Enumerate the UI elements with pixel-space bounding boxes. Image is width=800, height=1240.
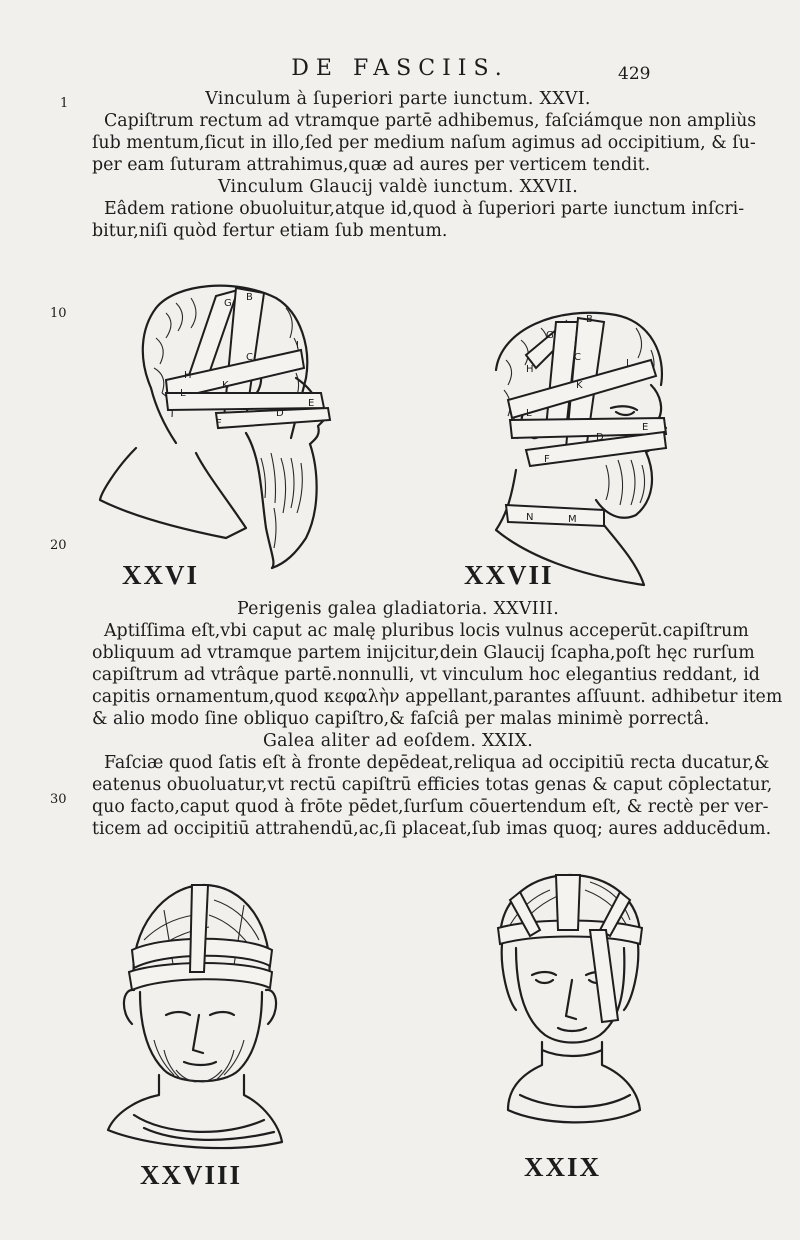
svg-text:B: B	[246, 292, 253, 303]
svg-text:N: N	[526, 512, 534, 523]
svg-text:F: F	[216, 418, 222, 429]
figure-xxvii-bandaged-head	[486, 300, 676, 590]
svg-text:E: E	[642, 422, 649, 433]
text-line: ſub mentum,ſicut in illo,ſed per medium naſum agimus ad occipitium, & ſu-	[92, 133, 756, 153]
figure-caption-xxvi: XXVI	[122, 560, 200, 590]
svg-text:C: C	[246, 352, 253, 363]
text-block-bottom	[92, 598, 783, 840]
text-line: Eâdem ratione obuoluitur,atque id,quod à ſuperiori parte iunctum inſcri-	[104, 199, 745, 219]
line-number-20: 20	[50, 538, 67, 553]
svg-text:H: H	[184, 370, 192, 381]
text-line: eatenus obuoluatur,vt rectū capiſtrū efficies totas genas & caput cōplectatur,	[92, 775, 773, 795]
svg-text:M: M	[568, 514, 577, 525]
line-number-1: 1	[60, 96, 69, 111]
section-heading-xxvii: Vinculum Glaucij valdè iunctum. XXVII.	[217, 177, 579, 197]
section-heading-xxix: Galea aliter ad eoſdem. XXIX.	[262, 731, 534, 751]
text-line: & alio modo ſine obliquo capiſtro,& faſciâ per malas minimè porrectâ.	[92, 709, 710, 729]
line-number-10: 10	[50, 306, 67, 321]
svg-text:D: D	[596, 432, 604, 443]
figure-xxix-helmet-bandage	[490, 870, 660, 1150]
text-line: bitur,niſi quòd fertur etiam ſub mentum.	[92, 221, 448, 241]
svg-text:G: G	[224, 298, 232, 309]
svg-text:E: E	[308, 398, 315, 409]
text-block-top	[92, 88, 757, 242]
text-line: per eam ſuturam attrahimus,quæ ad aures per verticem tendit.	[92, 155, 651, 175]
text-line: capitis ornamentum,quod κεφαλὴν appellant,parantes aſſuunt. adhibetur item	[92, 687, 783, 707]
svg-text:H: H	[526, 364, 534, 375]
svg-text:C: C	[574, 352, 581, 363]
svg-text:G: G	[546, 330, 554, 341]
figure-xxviii-helmet-bandage	[104, 880, 294, 1160]
svg-text:K: K	[576, 380, 583, 391]
text-line: ticem ad occipitiū attrahendū,ac,ſi placeat,ſub imas quoq; aures adducēdum.	[92, 819, 772, 839]
svg-text:B: B	[586, 314, 593, 325]
text-line: capiſtrum ad vtrâque partē.nonnulli, vt vinculum hoc elegantius reddant, id	[92, 665, 760, 685]
text-line: Aptiſſima eſt,vbi caput ac malę pluribus locis vulnus acceperūt.capiſtrum	[104, 621, 749, 641]
svg-text:L: L	[526, 408, 532, 419]
page-number: 429	[618, 64, 651, 84]
svg-text:I: I	[626, 358, 629, 369]
text-line: quo facto,caput quod à frōte pēdet,ſurſum cōuertendum eſt, & rectè per ver-	[92, 797, 769, 817]
svg-text:F: F	[544, 454, 550, 465]
svg-text:I: I	[296, 340, 299, 351]
svg-text:K: K	[222, 380, 229, 391]
figure-caption-xxviii: XXVIII	[140, 1160, 243, 1190]
section-heading-xxviii: Perigenis galea gladiatoria. XXVIII.	[236, 599, 560, 619]
text-line: Capiſtrum rectum ad vtramque partē adhibemus, faſciámque non ampliùs	[104, 111, 757, 131]
figure-xxvi-bandaged-head	[96, 268, 346, 568]
text-line: obliquum ad vtramque partem inijcitur,dein Glaucij ſcapha,poſt hęc rurſum	[92, 643, 755, 663]
svg-text:L: L	[180, 388, 186, 399]
figure-caption-xxix: XXIX	[524, 1152, 602, 1182]
figure-caption-xxvii: XXVII	[464, 560, 554, 590]
svg-text:D: D	[276, 408, 284, 419]
section-heading-xxvi: Vinculum à ſuperiori parte iunctum. XXVI.	[205, 89, 591, 109]
running-head: DE FASCIIS.	[291, 56, 509, 81]
line-number-30: 30	[50, 792, 67, 807]
text-line: Faſciæ quod ſatis eſt à fronte depēdeat,reliqua ad occipitiū recta ducatur,&	[104, 753, 770, 773]
